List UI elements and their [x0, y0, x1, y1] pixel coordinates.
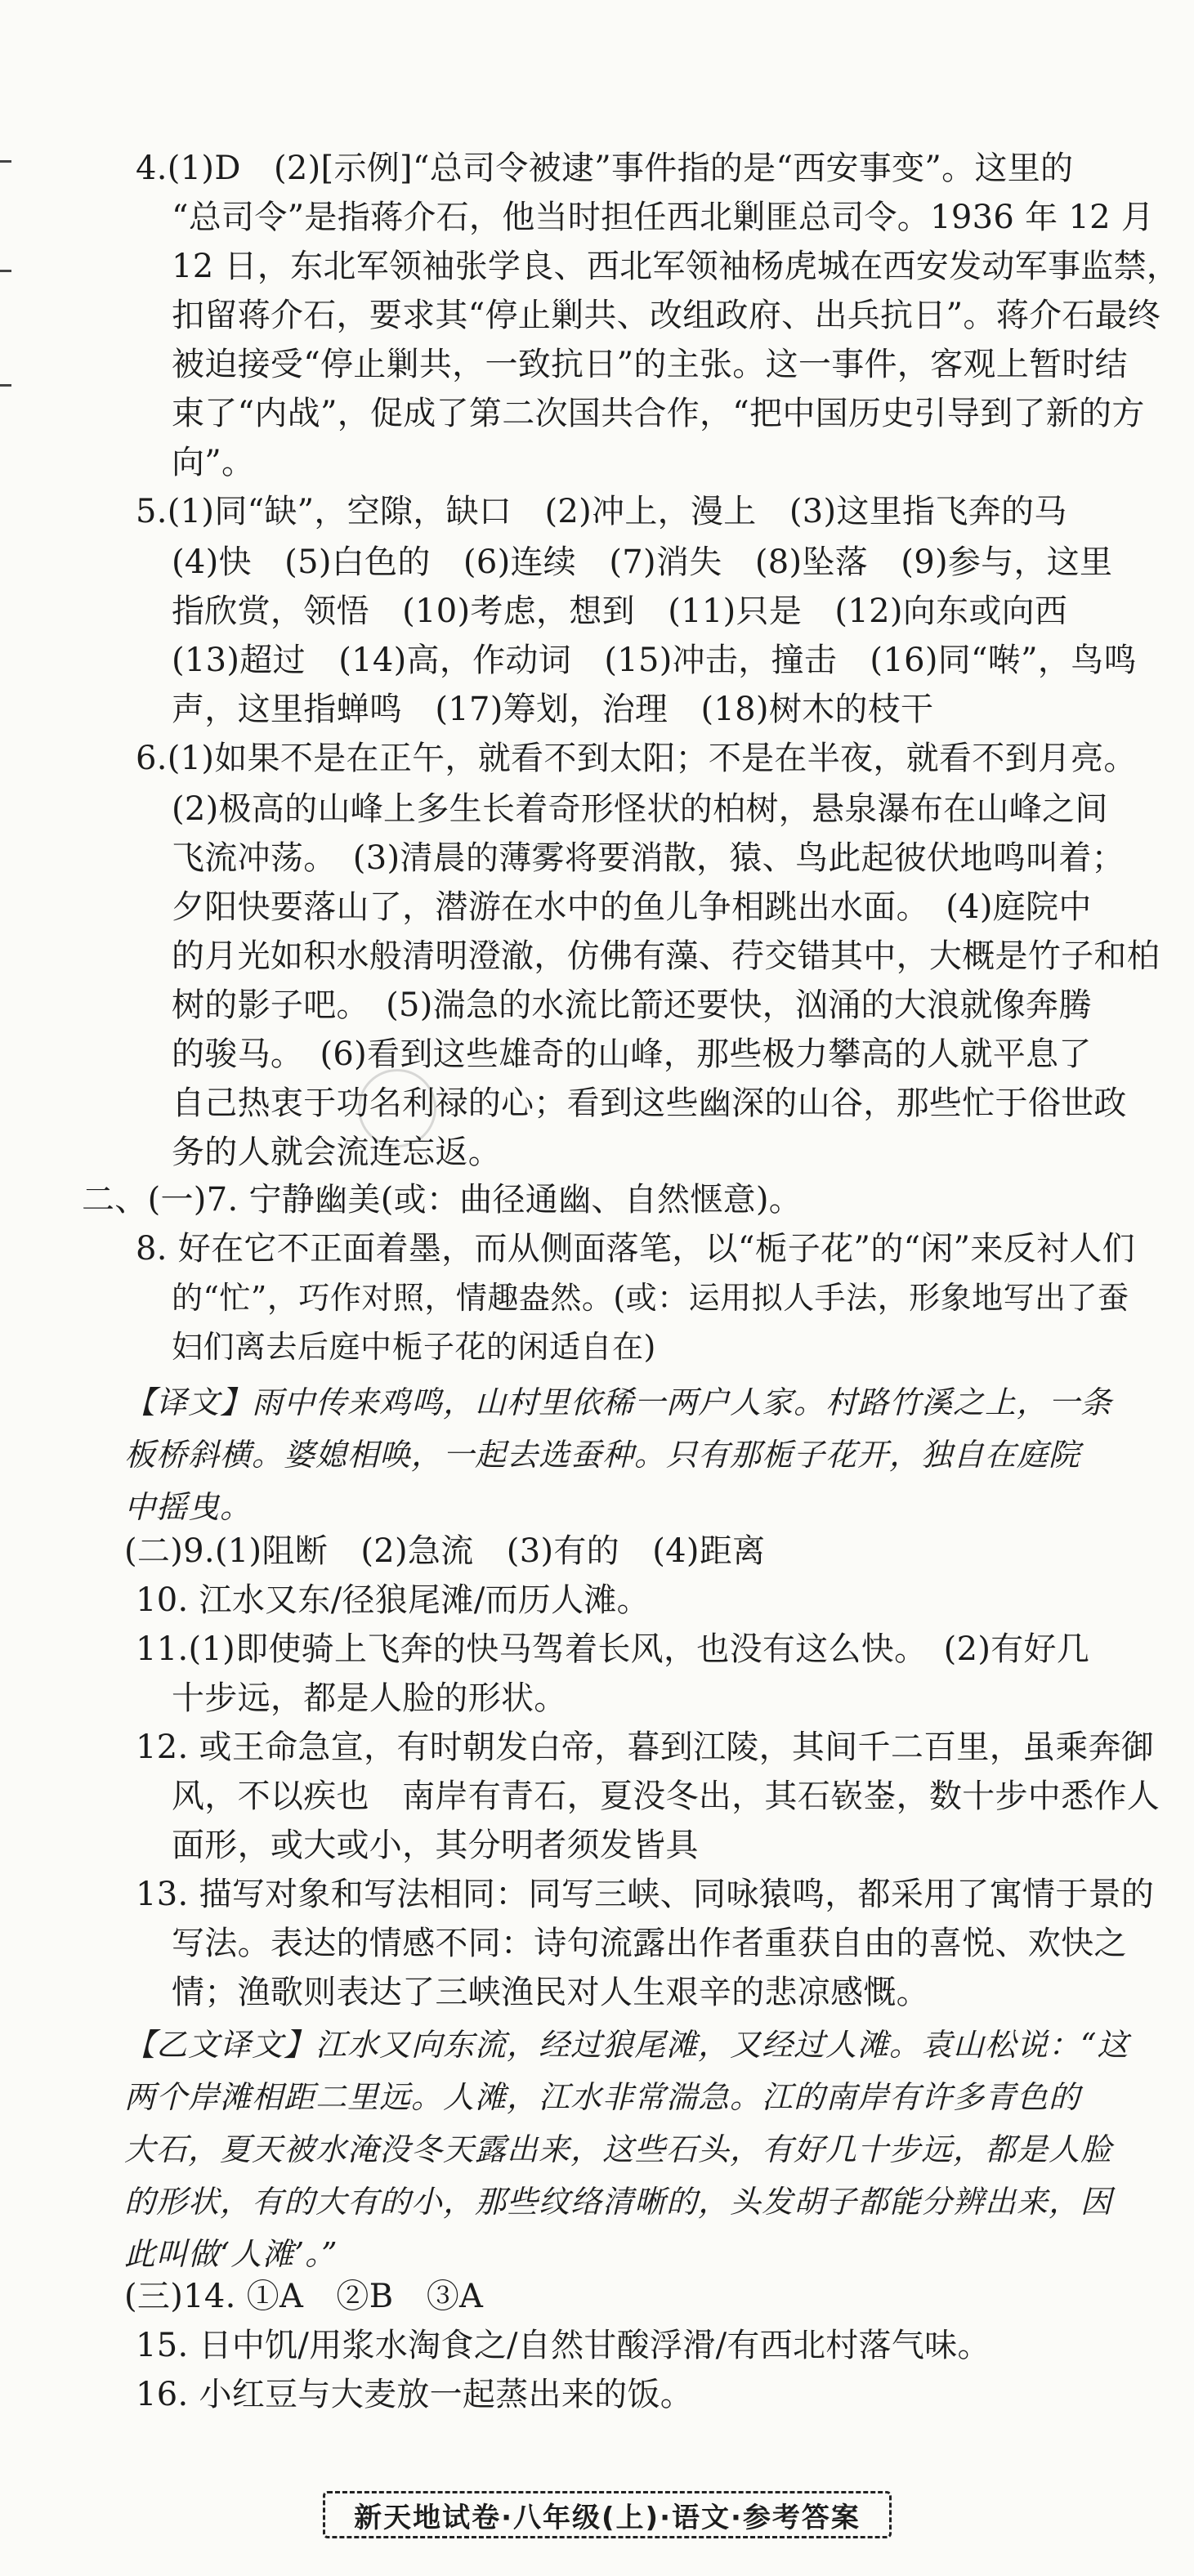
text-line: 12 日，东北军领袖张学良、西北军领袖杨虎城在西安发动军事监禁， [172, 248, 1180, 285]
text-line: 夕阳快要落山了，潜游在水中的鱼儿争相跳出水面。 (4)庭院中 [172, 888, 1092, 926]
text-line: (13)超过 (14)高，作动词 (15)冲击，撞击 (16)同“啭”，鸟鸣 [172, 642, 1137, 679]
text-line: (4)快 (5)白色的 (6)连续 (7)消失 (8)坠落 (9)参与，这里 [172, 543, 1113, 581]
text-line: (三)14. ①A ②B ③A [124, 2278, 484, 2315]
translation-line: 大石，夏天被水淹没冬天露出来，这些石头，有好几十步远，都是人脸 [124, 2131, 1113, 2167]
margin-mark [0, 270, 11, 272]
text-line: “总司令”是指蒋介石，他当时担任西北剿匪总司令。1936 年 12 月 [172, 199, 1155, 236]
margin-mark [0, 384, 11, 387]
text-line: 指欣赏，领悟 (10)考虑，想到 (11)只是 (12)向东或向西 [172, 593, 1068, 630]
text-line: 声，这里指蝉鸣 (17)筹划，治理 (18)树木的枝干 [172, 691, 934, 728]
text-line: 的月光如积水般清明澄澈，仿佛有藻、荇交错其中，大概是竹子和柏 [172, 937, 1160, 975]
page-footer: 新天地试卷·八年级(上)·语文·参考答案 [323, 2491, 892, 2538]
text-line: 写法。表达的情感不同：诗句流露出作者重获自由的喜悦、欢快之 [172, 1925, 1127, 1962]
text-line: 11.(1)即使骑上飞奔的快马驾着长风，也没有这么快。 (2)有好几 [136, 1630, 1090, 1668]
text-line: 风，不以疾也 南岸有青石，夏没冬出，其石嵚崟，数十步中悉作人 [172, 1778, 1160, 1815]
text-line: 16. 小红豆与大麦放一起蒸出来的饭。 [136, 2376, 694, 2413]
translation-line: 两个岸滩相距二里远。人滩，江水非常湍急。江的南岸有许多青色的 [124, 2079, 1081, 2115]
text-line: 务的人就会流连忘返。 [172, 1134, 501, 1171]
text-line: 的骏马。 (6)看到这些雄奇的山峰，那些极力攀高的人就平息了 [172, 1035, 1092, 1073]
text-line: 8. 好在它不正面着墨，而从侧面落笔，以“栀子花”的“闲”来反衬人们 [136, 1230, 1135, 1268]
text-line: 妇们离去后庭中栀子花的闲适自在) [172, 1329, 656, 1365]
text-line: 飞流冲荡。 (3)清晨的薄雾将要消散，猿、鸟此起彼伏地鸣叫着； [172, 839, 1125, 877]
text-line: 树的影子吧。 (5)湍急的水流比箭还要快，汹涌的大浪就像奔腾 [172, 986, 1092, 1024]
margin-mark [0, 160, 11, 163]
text-line: 被迫接受“停止剿共，一致抗日”的主张。这一事件，客观上暂时结 [172, 346, 1128, 383]
text-line: 10. 江水又东/径狼尾滩/而历人滩。 [136, 1581, 650, 1619]
text-line: 十步远，都是人脸的形状。 [172, 1679, 567, 1717]
text-line: 情；渔歌则表达了三峡渔民对人生艰辛的悲凉感慨。 [172, 1974, 929, 2011]
text-line: 6.(1)如果不是在正午，就看不到太阳；不是在半夜，就看不到月亮。 [136, 740, 1137, 777]
text-line: (二)9.(1)阻断 (2)急流 (3)有的 (4)距离 [124, 1532, 766, 1570]
translation-line: 【乙文译文】江水又向东流，经过狼尾滩，又经过人滩。袁山松说：“这 [124, 2027, 1129, 2063]
text-line: 15. 日中饥/用浆水淘食之/自然甘酸浮滑/有西北村落气味。 [136, 2327, 991, 2364]
text-line: 自己热衷于功名利禄的心；看到这些幽深的山谷，那些忙于俗世政 [172, 1085, 1127, 1122]
text-line: 面形，或大或小，其分明者须发皆具 [172, 1827, 699, 1864]
translation-line: 【译文】雨中传来鸡鸣，山村里依稀一两户人家。村路竹溪之上，一条 [124, 1384, 1113, 1420]
text-line: 5.(1)同“缺”，空隙，缺口 (2)冲上，漫上 (3)这里指飞奔的马 [136, 493, 1067, 530]
text-line: 4.(1)D (2)[示例]“总司令被逮”事件指的是“西安事变”。这里的 [136, 150, 1074, 187]
translation-line: 此叫做‘人滩’。” [124, 2236, 338, 2272]
text-line: 束了“内战”，促成了第二次国共合作，“把中国历史引导到了新的方 [172, 395, 1145, 432]
translation-line: 的形状，有的大有的小，那些纹络清晰的，头发胡子都能分辨出来，因 [124, 2184, 1113, 2220]
translation-line: 板桥斜横。婆媳相唤，一起去选蚕种。只有那栀子花开，独自在庭院 [124, 1437, 1081, 1473]
translation-line: 中摇曳。 [124, 1489, 253, 1525]
text-line: 向”。 [172, 444, 255, 481]
text-line: 13. 描写对象和写法相同：同写三峡、同咏猿鸣，都采用了寓情于景的 [136, 1876, 1155, 1913]
text-line: 12. 或王命急宣，有时朝发白帝，暮到江陵，其间千二百里，虽乘奔御 [136, 1729, 1155, 1766]
text-line: 扣留蒋介石，要求其“停止剿共、改组政府、出兵抗日”。蒋介石最终 [172, 297, 1161, 334]
text-line: 的“忙”，巧作对照，情趣盎然。(或：运用拟人手法，形象地写出了蚕 [172, 1280, 1129, 1316]
section-heading: 二、(一)7. 宁静幽美(或：曲径通幽、自然惬意)。 [82, 1181, 803, 1219]
text-line: (2)极高的山峰上多生长着奇形怪状的柏树，悬泉瀑布在山峰之间 [172, 790, 1108, 828]
